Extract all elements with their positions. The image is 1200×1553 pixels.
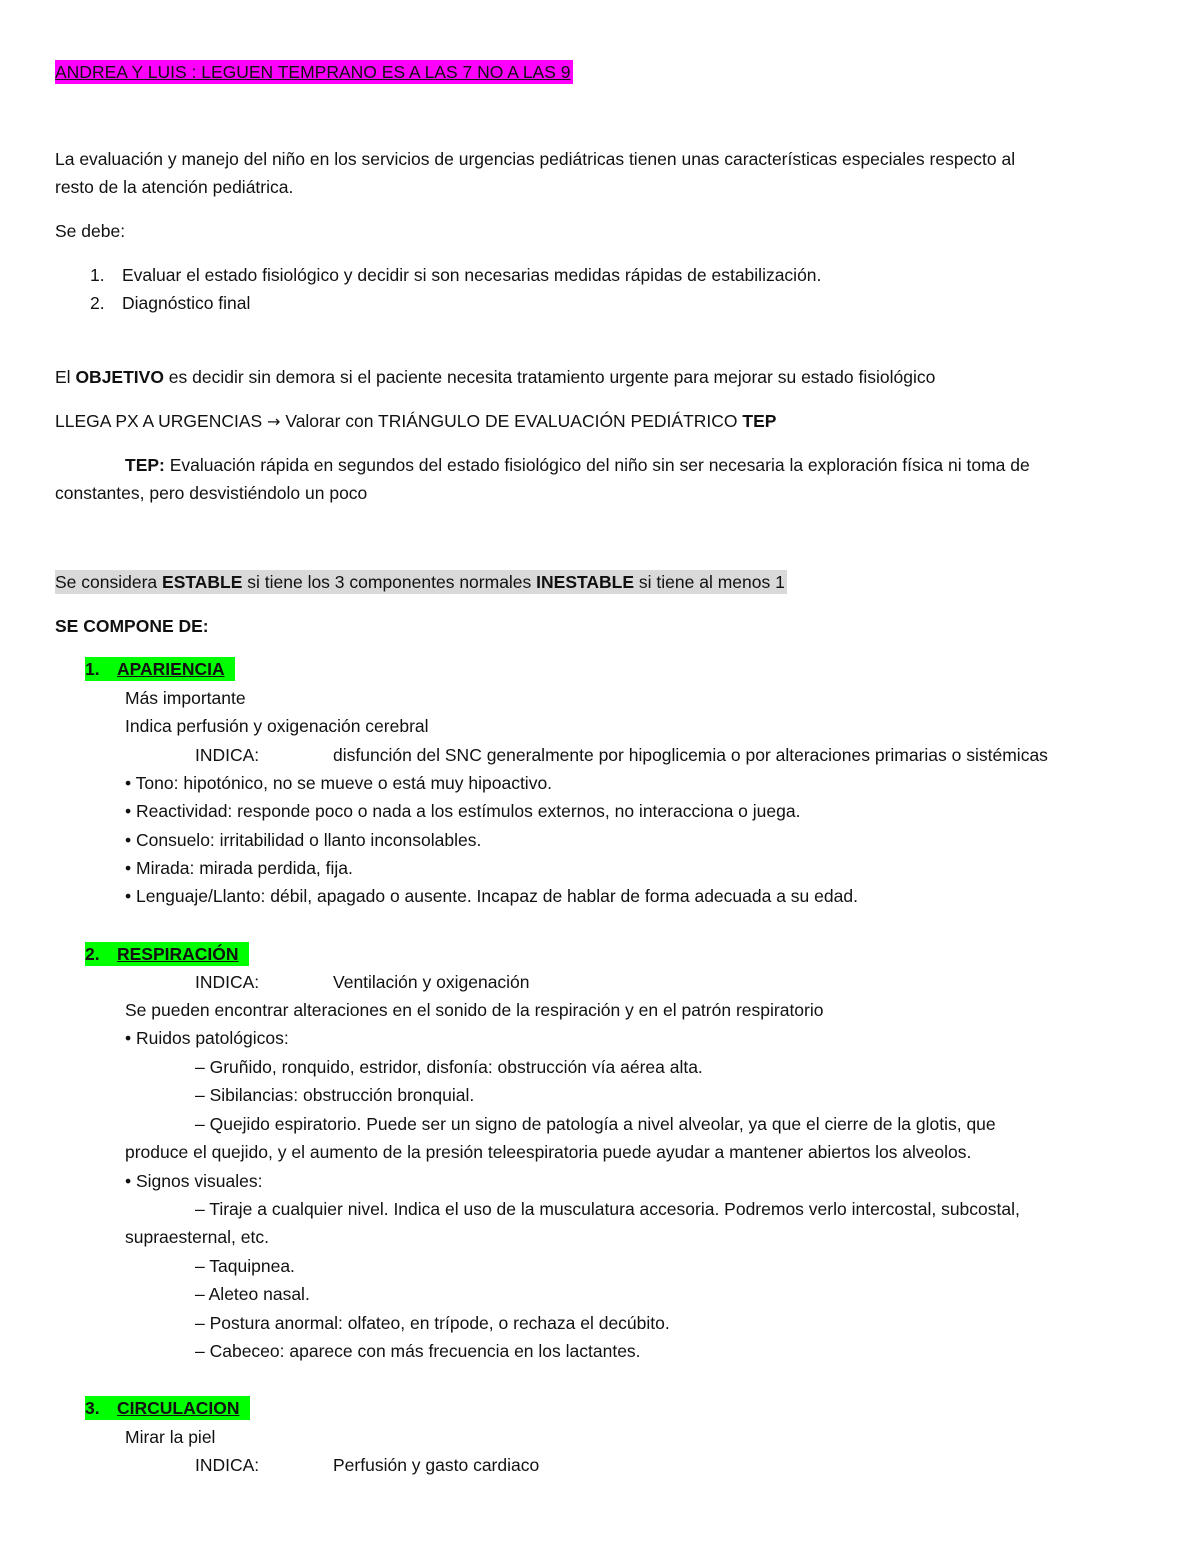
- list-number: 2.: [90, 293, 105, 313]
- se-debe-item-1: [90, 265, 821, 287]
- respiracion-ruido-3a: – Quejido espiratorio. Puede ser un signo de patología a nivel alveolar, ya que el cierre de la glotis, que: [195, 1114, 996, 1134]
- respiracion-ruido-1: – Gruñido, ronquido, estridor, disfonía: obstrucción vía aérea alta.: [195, 1057, 703, 1077]
- llega-mid: Valorar con TRIÁNGULO DE EVALUACIÓN PEDIÁTRICO: [280, 411, 743, 431]
- respiracion-signo-5: – Cabeceo: aparece con más frecuencia en los lactantes.: [195, 1341, 641, 1361]
- tep-text: Evaluación rápida en segundos del estado fisiológico del niño sin ser necesaria la exploración física ni toma de: [164, 455, 1030, 475]
- respiracion-line-1: Se pueden encontrar alteraciones en el sonido de la respiración y en el patrón respiratorio: [125, 1000, 824, 1020]
- respiracion-signos: • Signos visuales:: [125, 1171, 263, 1191]
- list-text: Diagnóstico final: [122, 293, 251, 313]
- respiracion-ruido-3b: produce el quejido, y el aumento de la presión teleespiratoria puede ayudar a mantener abiertos los alveolos.: [125, 1142, 972, 1162]
- respiracion-signo-2: – Taquipnea.: [195, 1256, 295, 1276]
- tep-line-2: constantes, pero desvistiéndolo un poco: [55, 483, 368, 503]
- circulacion-line-1: Mirar la piel: [125, 1427, 216, 1447]
- apariencia-bullet-reactividad: • Reactividad: responde poco o nada a los estímulos externos, no interacciona o juega.: [125, 801, 801, 821]
- header-note: [55, 62, 573, 84]
- arrow-right-icon: →: [267, 412, 281, 431]
- apariencia-bullet-consuelo: • Consuelo: irritabilidad o llanto inconsolables.: [125, 830, 482, 850]
- section-heading-highlight: 3. CIRCULACION: [85, 1396, 250, 1420]
- tep-line-1: [125, 455, 1030, 477]
- se-debe-label: Se debe:: [55, 221, 126, 241]
- apariencia-indica: INDICA: disfunción del SNC generalmente por hipoglicemia o por alteraciones primarias o sistémicas: [195, 745, 1048, 765]
- section-heading-highlight: 1. APARIENCIA: [85, 657, 235, 681]
- apariencia-bullet-mirada: • Mirada: mirada perdida, fija.: [125, 858, 353, 878]
- estable-highlight: Se considera ESTABLE si tiene los 3 componentes normales INESTABLE si tiene al menos 1: [55, 572, 785, 592]
- list-number: 1.: [90, 265, 105, 285]
- intro-line-2: resto de la atención pediátrica.: [55, 177, 294, 197]
- llega-bold: TEP: [742, 411, 777, 431]
- apariencia-line-2: Indica perfusión y oxigenación cerebral: [125, 716, 429, 736]
- objetivo-paragraph: [55, 367, 935, 389]
- llega-pre: LLEGA PX A URGENCIAS: [55, 411, 268, 431]
- respiracion-signo-4: – Postura anormal: olfateo, en trípode, o rechaza el decúbito.: [195, 1313, 670, 1333]
- se-debe-item-2: [90, 293, 250, 315]
- section-apariencia-heading: [85, 659, 235, 681]
- objetivo-pre: El: [55, 367, 76, 387]
- objetivo-post: es decidir sin demora si el paciente necesita tratamiento urgente para mejorar su estado fisiológico: [163, 367, 936, 387]
- estable-note: [55, 572, 787, 594]
- apariencia-bullet-lenguaje: • Lenguaje/Llanto: débil, apagado o ausente. Incapaz de hablar de forma adecuada a su edad.: [125, 886, 858, 906]
- llega-paragraph: [55, 411, 776, 433]
- header-note-highlight: ANDREA Y LUIS : LEGUEN TEMPRANO ES A LAS 7 NO A LAS 9: [55, 62, 571, 82]
- respiracion-signo-1b: supraesternal, etc.: [125, 1227, 269, 1247]
- intro-line-1: La evaluación y manejo del niño en los servicios de urgencias pediátricas tienen unas características especiales respecto al: [55, 149, 1016, 169]
- respiracion-indica: INDICA: Ventilación y oxigenación: [195, 972, 530, 992]
- respiracion-signo-1a: – Tiraje a cualquier nivel. Indica el uso de la musculatura accesoria. Podremos verlo intercostal, subcostal,: [195, 1199, 1020, 1219]
- apariencia-bullet-tono: • Tono: hipotónico, no se mueve o está muy hipoactivo.: [125, 773, 553, 793]
- se-compone-heading: SE COMPONE DE:: [55, 616, 209, 636]
- respiracion-ruidos: • Ruidos patológicos:: [125, 1028, 289, 1048]
- list-text: Evaluar el estado fisiológico y decidir si son necesarias medidas rápidas de estabilización.: [122, 265, 822, 285]
- section-circulacion-heading: [85, 1398, 250, 1420]
- objetivo-bold: OBJETIVO: [75, 367, 164, 387]
- respiracion-signo-3: – Aleteo nasal.: [195, 1284, 310, 1304]
- apariencia-line-1: Más importante: [125, 688, 246, 708]
- circulacion-indica: INDICA: Perfusión y gasto cardiaco: [195, 1455, 540, 1475]
- tep-bold: TEP:: [125, 455, 165, 475]
- section-heading-highlight: 2. RESPIRACIÓN: [85, 942, 249, 966]
- respiracion-ruido-2: – Sibilancias: obstrucción bronquial.: [195, 1085, 475, 1105]
- section-respiracion-heading: [85, 944, 249, 966]
